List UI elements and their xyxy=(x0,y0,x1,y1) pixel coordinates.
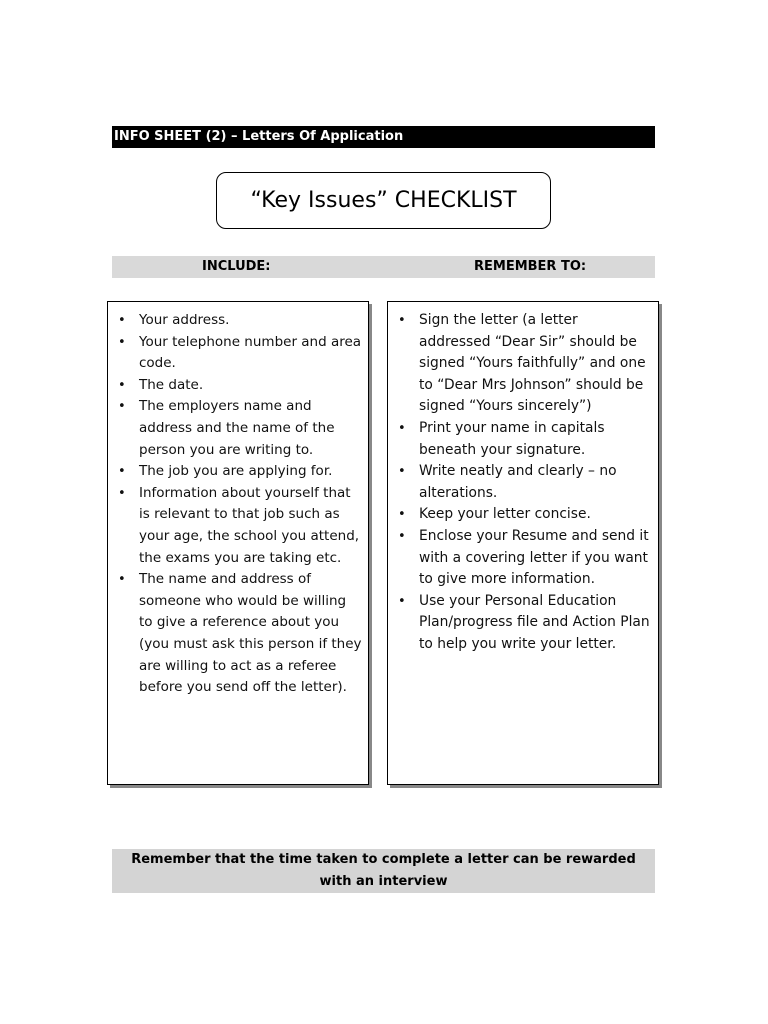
checklist-title: “Key Issues” CHECKLIST xyxy=(216,172,551,229)
include-item: • The employers name and address and the name of the person you are writing to. xyxy=(139,396,362,461)
remember-item: • Write neatly and clearly – no alterations. xyxy=(419,461,652,504)
include-item: • Your telephone number and area code. xyxy=(139,332,362,375)
include-item: • The job you are applying for. xyxy=(139,461,362,483)
info-sheet-header: INFO SHEET (2) – Letters Of Application xyxy=(112,126,655,148)
remember-column-label: REMEMBER TO: xyxy=(474,259,587,274)
remember-item: • Enclose your Resume and send it with a covering letter if you want to give more information. xyxy=(419,526,652,591)
remember-item: • Print your name in capitals beneath your signature. xyxy=(419,418,652,461)
remember-item: • Keep your letter concise. xyxy=(419,504,652,526)
include-item: • The name and address of someone who would be willing to give a reference about you (you must ask this person if they are willing to act as a referee before you send off the letter). xyxy=(139,569,362,699)
remember-list xyxy=(388,302,658,656)
include-list xyxy=(108,302,368,699)
include-column-label: INCLUDE: xyxy=(202,259,271,274)
include-box xyxy=(107,301,369,785)
remember-item: • Sign the letter (a letter addressed “Dear Sir” should be signed “Yours faithfully” and one to “Dear Mrs Johnson” should be signed “Yours sincerely”) xyxy=(419,310,652,418)
include-item: • Information about yourself that is relevant to that job such as your age, the school you attend, the exams you are taking etc. xyxy=(139,483,362,569)
include-item: • Your address. xyxy=(139,310,362,332)
include-item: • The date. xyxy=(139,375,362,397)
remember-box xyxy=(387,301,659,785)
column-header-bar xyxy=(112,256,655,278)
footer-reminder: Remember that the time taken to complete a letter can be rewarded with an interview xyxy=(112,849,655,893)
remember-item: • Use your Personal Education Plan/progress file and Action Plan to help you write your letter. xyxy=(419,591,652,656)
